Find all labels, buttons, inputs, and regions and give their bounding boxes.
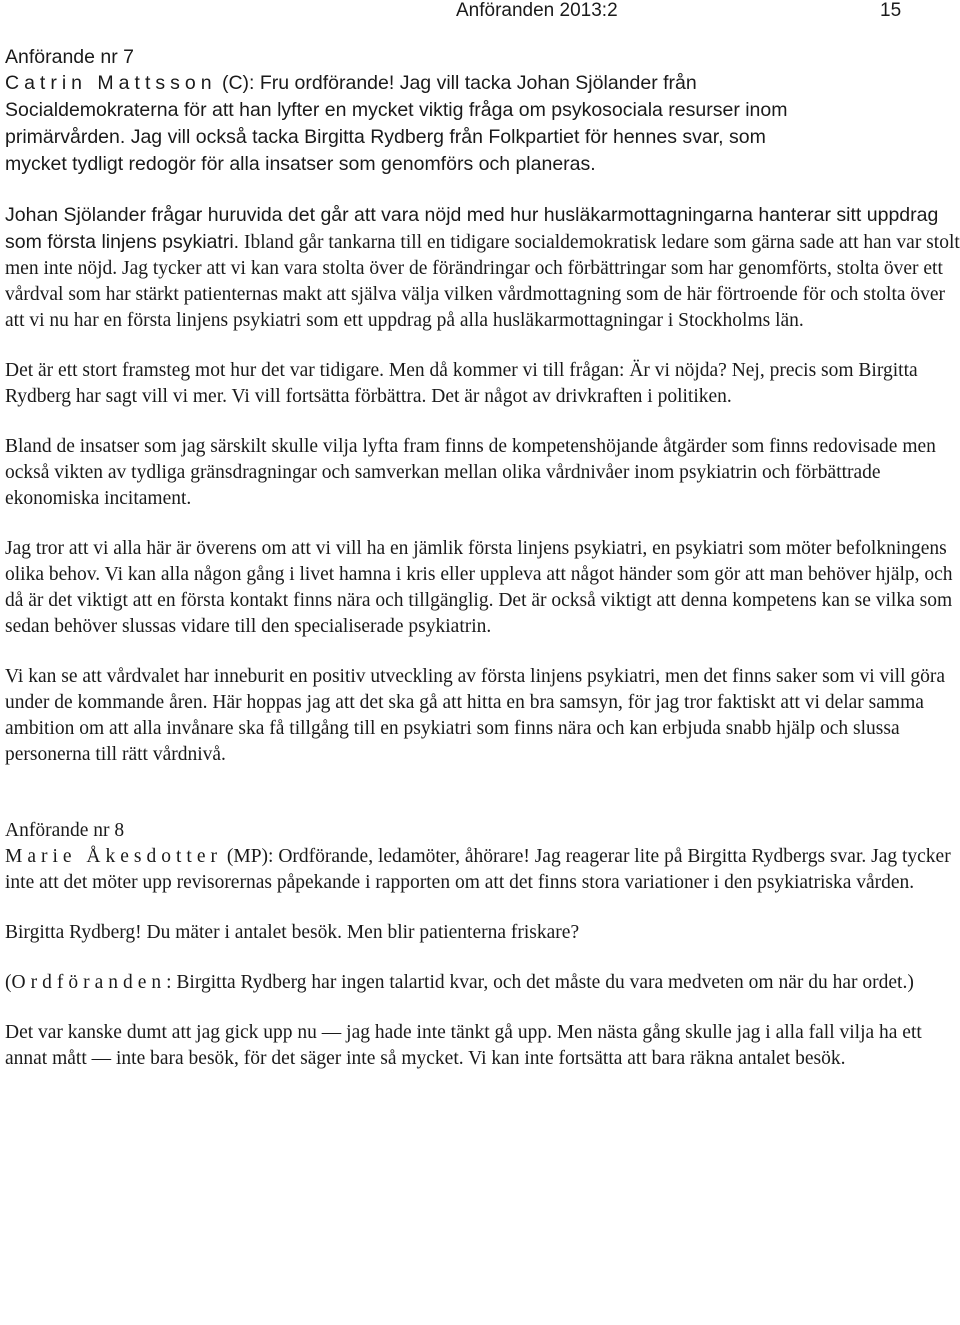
speech8-intro: (MP): Ordförande, ledamöter, åhörare! Jag reagerar lite på Birgitta Rydbergs svar. Jag tycker inte att det möter upp revisorernas påpekande i rapporten om att det finns stora variationer i den psykiatriska vården. xyxy=(5,846,951,893)
document-header-title: Anföranden 2013:2 xyxy=(456,0,618,21)
speech-heading-7: Anförande nr 7 xyxy=(5,46,135,68)
speech7-paragraph-2 xyxy=(5,202,960,334)
speech7-p2a: Johan Sjölander frågar huruvida det går att vara nöjd med hur husläkarmottagningarna hanterar sitt uppdrag som första linjens psykiatri. xyxy=(5,204,939,253)
speech7-paragraph-1 xyxy=(5,70,960,178)
speaker-name-catrin: Catrin Mattsson xyxy=(5,72,217,94)
speech8-paragraph-4: Det var kanske dumt att jag gick upp nu — jag hade inte tänkt gå upp. Men nästa gång skulle jag i alla fall vilja ha ett annat mått — inte bara besök, för det säger inte så mycket. Vi kan inte fortsätta att bara räkna antalet besök. xyxy=(5,1022,922,1069)
speech7-paragraph-3: Det är ett stort framsteg mot hur det var tidigare. Men då kommer vi till frågan: Är vi nöjda? Nej, precis som Birgitta Rydberg har sagt vill vi mer. Vi vill fortsätta förbättra. Det är något av drivkraften i politiken. xyxy=(5,360,918,407)
speech7-line4: mycket tydligt redogör för alla insatser som genomförs och planeras. xyxy=(5,153,596,175)
speech7-paragraph-4: Bland de insatser som jag särskilt skulle vilja lyfta fram finns de kompetenshöjande åtgärder som finns redovisade men också vikten av tydliga gränsdragningar och samverkan mellan olika vårdnivåer inom psykiatrin och förbättrade ekonomiska incitament. xyxy=(5,436,936,509)
speech8-paragraph-2: Birgitta Rydberg! Du mäter i antalet besök. Men blir patienterna friskare? xyxy=(5,922,580,943)
chair-label: Ordföranden xyxy=(11,972,167,993)
speech7-line2: Socialdemokraterna för att han lyfter en mycket viktig fråga om psykosociala resurser inom xyxy=(5,99,788,121)
speech7-paragraph-5: Jag tror att vi alla här är överens om att vi vill ha en jämlik första linjens psykiatri, en psykiatri som möter befolkningens olika behov. Vi kan alla någon gång i livet hamna i kris eller uppleva att något händer som gör att man behöver hjälp, och då är det viktigt att en första kontakt finns nära och tillgänglig. Det är också viktigt att denna kompetens kan se vilka som sedan behöver slussas vidare till den specialiserade psykiatrin. xyxy=(5,538,953,637)
chair-interjection: (Ordföranden: Birgitta Rydberg har ingen talartid kvar, och det måste du vara medveten om när du har ordet.) xyxy=(5,972,914,993)
speech7-intro: (C): Fru ordförande! Jag vill tacka Johan Sjölander från xyxy=(216,72,697,94)
page-number: 15 xyxy=(880,0,902,21)
document-body xyxy=(5,44,960,1072)
speech-heading-8: Anförande nr 8 xyxy=(5,820,125,841)
speech8-paragraph-1 xyxy=(5,844,960,896)
speaker-name-marie: Marie Åkesdotter xyxy=(5,846,222,867)
speech7-line3: primärvården. Jag vill också tacka Birgitta Rydberg från Folkpartiet för hennes svar, som xyxy=(5,126,766,148)
chair-interjection-text: : Birgitta Rydberg har ingen talartid kvar, och det måste du vara medveten om när du har ordet.) xyxy=(166,972,914,993)
speech7-paragraph-6: Vi kan se att vårdvalet har inneburit en positiv utveckling av första linjens psykiatri, men det finns saker som vi vill göra under de kommande åren. Här hoppas jag att det ska gå att hitta en bra samsyn, för jag tror faktiskt att vi delar samma ambition om att alla invånare ska få tillgång till en psykiatri som finns nära och kan erbjuda snabb hjälp och slussa personerna till rätt vårdnivå. xyxy=(5,666,946,765)
speech7-p2b: Ibland går tankarna till en tidigare socialdemokratisk ledare som gärna sade att han var stolt men inte nöjd. Jag tycker att vi kan vara stolta över de förändringar och förbättringar som har genomförts, stolta över ett vårdval som har stärkt patienternas makt att själva välja vilken vårdmottagning som de här förtroende för och stolta över att vi nu har en första linjens psykiatri som ett uppdrag på alla husläkarmottagningar i Stockholms län. xyxy=(5,232,960,331)
